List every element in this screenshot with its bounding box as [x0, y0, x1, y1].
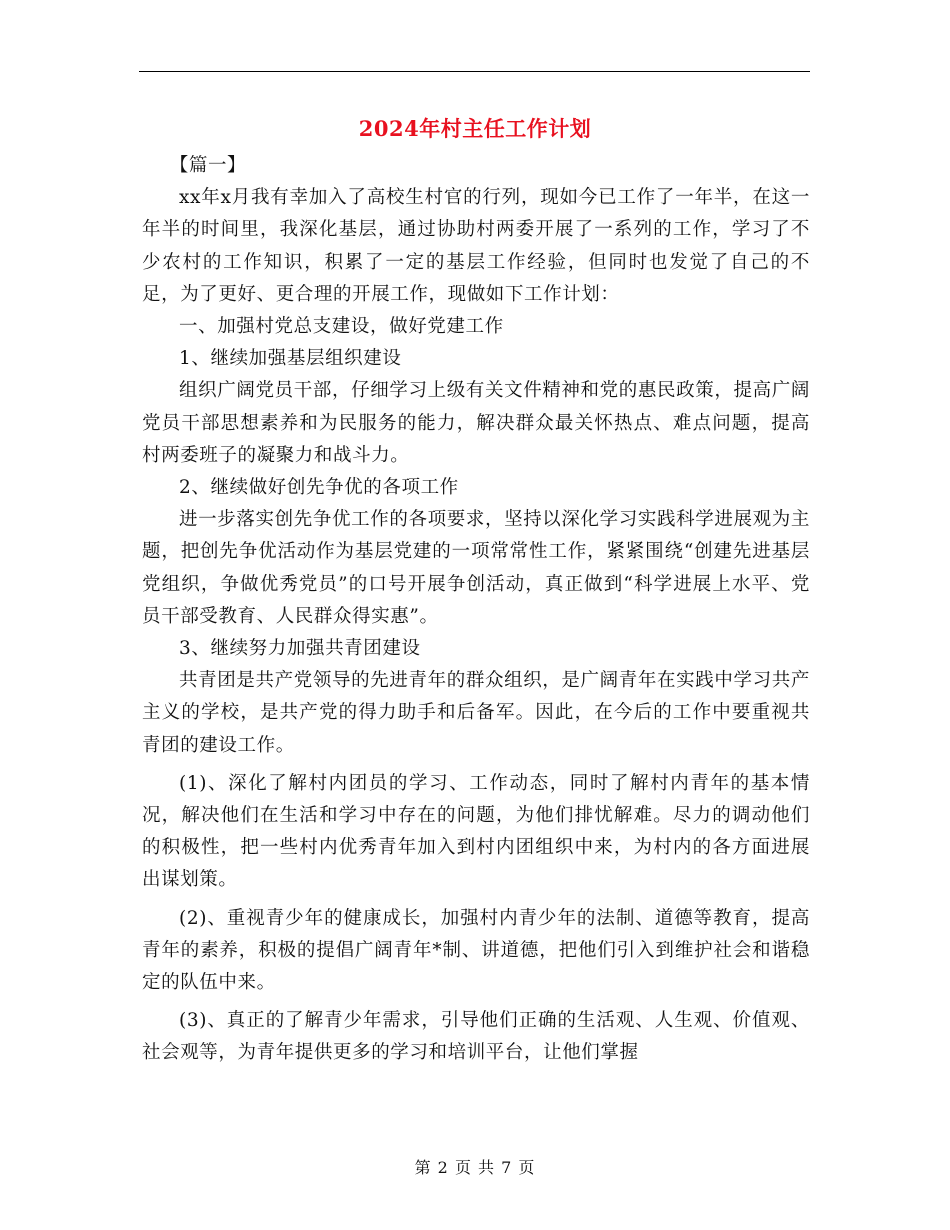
document-body	[142, 150, 810, 1070]
paragraph-item-2: (2)、重视青少年的健康成长，加强村内青少年的法制、道德等教育，提高青年的素养，积极的提倡广阔青年*制、讲道德，把他们引入到维护社会和谐稳定的队伍中来。	[142, 907, 810, 994]
paragraph-item-3: (3)、真正的了解青少年需求，引导他们正确的生活观、人生观、价值观、社会观等，为青年提供更多的学习和培训平台，让他们掌握	[142, 1010, 810, 1064]
paragraph-youth-league: 共青团是共产党领导的先进青年的群众组织，是广阔青年在实践中学习共产主义的学校，是共产党的得力助手和后备军。因此，在今后的工作中要重视共青团的建设工作。	[142, 670, 810, 756]
subheading-youth-league: 3、继续努力加强共青团建设	[179, 638, 421, 660]
section-label: 【篇一】	[169, 155, 247, 176]
subheading-excellence: 2、继续做好创先争优的各项工作	[179, 477, 459, 499]
document-title: 2024年村主任工作计划	[358, 116, 592, 141]
header-rule	[139, 71, 810, 72]
paragraph-organization: 组织广阔党员干部，仔细学习上级有关文件精神和党的惠民政策，提高广阔党员干部思想素养和为民服务的能力，解决群众最关怀热点、难点问题，提高村两委班子的凝聚力和战斗力。	[142, 380, 810, 466]
paragraph-excellence: 进一步落实创先争优工作的各项要求，坚持以深化学习实践科学进展观为主题，把创先争优活动作为基层党建的一项常常性工作，紧紧围绕“创建先进基层党组织，争做优秀党员”的口号开展争创活动，真正做到“科学进展上水平、党员干部受教育、人民群众得实惠”。	[142, 509, 810, 627]
paragraph-item-1: (1)、深化了解村内团员的学习、工作动态，同时了解村内青年的基本情况，解决他们在生活和学习中存在的问题，为他们排忧解难。尽力的调动他们的积极性，把一些村内优秀青年加入到村内团组织中来，为村内的各方面进展出谋划策。	[142, 772, 810, 891]
page-indicator: 第 2 页 共 7 页	[414, 1158, 536, 1177]
heading-party-building: 一、加强村党总支建设，做好党建工作	[179, 316, 504, 338]
subheading-organization: 1、继续加强基层组织建设	[179, 348, 402, 370]
paragraph-intro: xx年x月我有幸加入了高校生村官的行列，现如今已工作了一年半，在这一年半的时间里，我深化基层，通过协助村两委开展了一系列的工作，学习了不少农村的工作知识，积累了一定的基层工作经验，但同时也发觉了自己的不足，为了更好、更合理的开展工作，现做如下工作计划：	[142, 187, 810, 305]
